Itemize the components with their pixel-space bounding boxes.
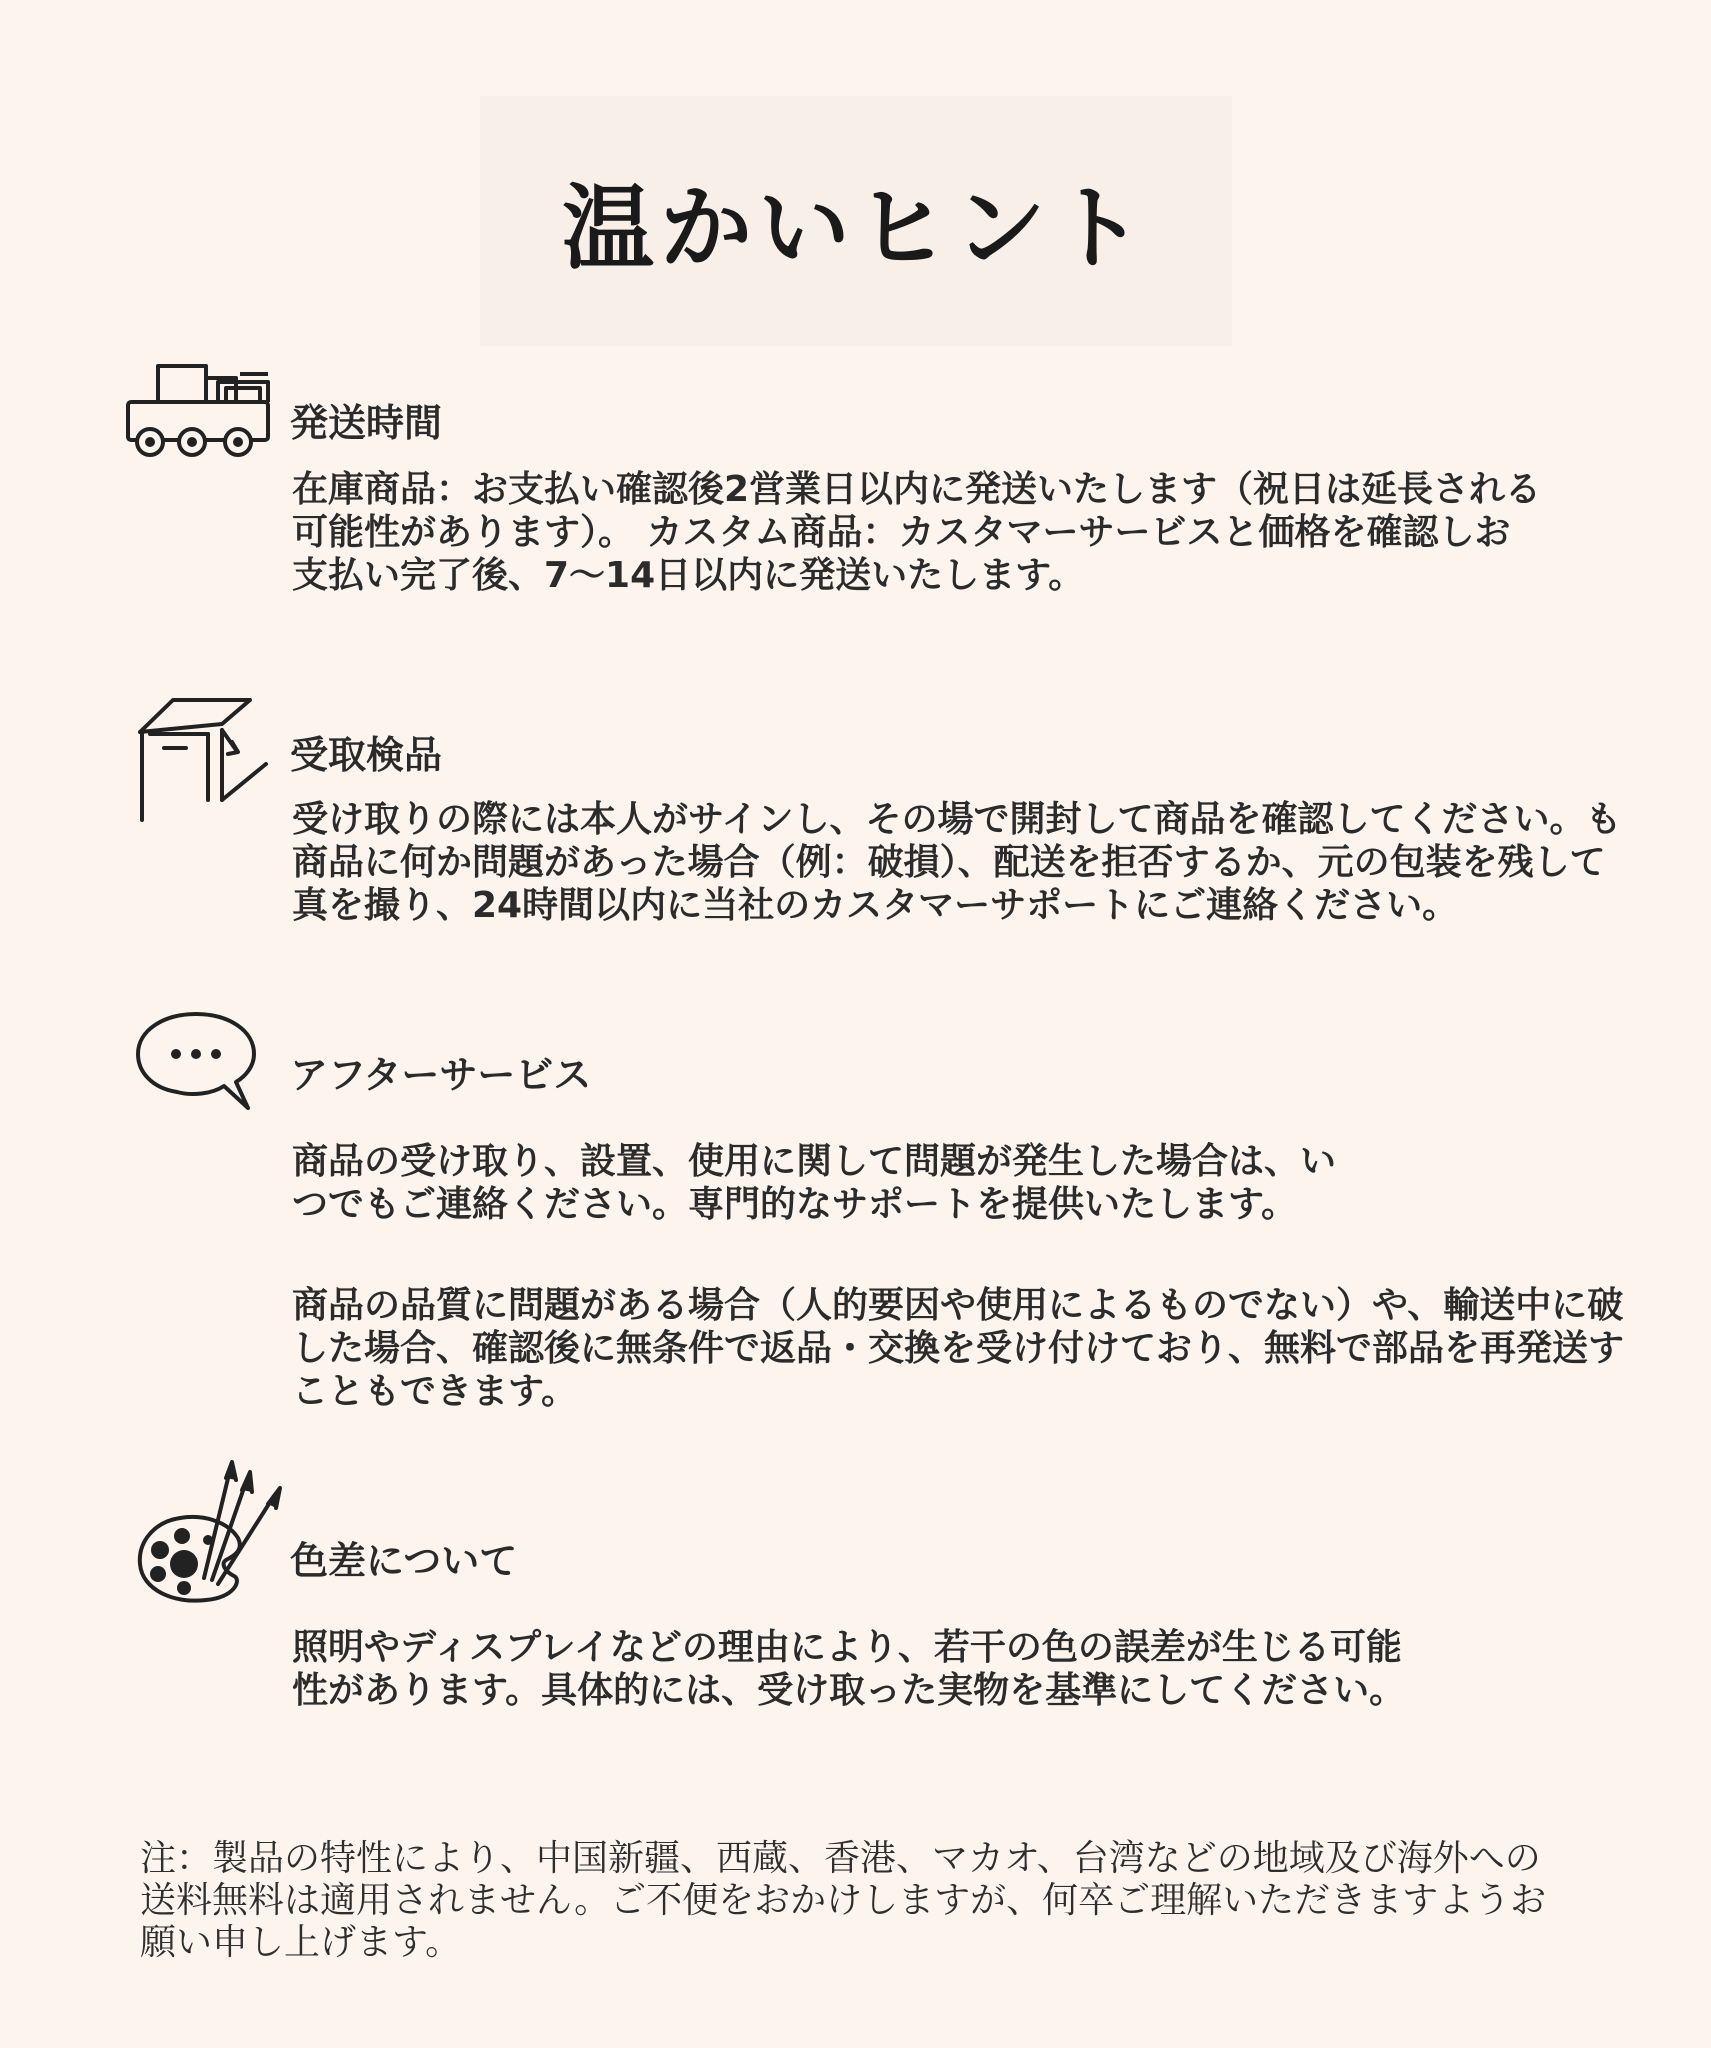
text-line: 受け取りの際には本人がサインし、その場で開封して商品を確認してください。も — [292, 799, 1622, 840]
speech-bubble-icon — [132, 1004, 267, 1124]
section-text-after-sales-2 — [292, 1284, 1624, 1413]
text-line: 支払い完了後、7〜14日以内に発送いたします。 — [292, 555, 1085, 596]
text-line: 願い申し上げます。 — [140, 1922, 462, 1963]
text-line: 商品に何か問題があった場合（例：破損）、配送を拒否するか、元の包装を残して — [292, 842, 1606, 883]
section-text-after-sales-1 — [292, 1140, 1336, 1226]
open-box-icon — [128, 690, 278, 830]
section-text-inspection — [292, 798, 1621, 927]
text-line: つでもご連絡ください。専門的なサポートを提供いたします。 — [292, 1184, 1298, 1225]
section-text-color — [292, 1626, 1405, 1712]
text-line: 可能性があります）。 カスタム商品：カスタマーサービスと価格を確認しお — [292, 512, 1511, 553]
text-line: 性があります。具体的には、受け取った実物を基準にしてください。 — [292, 1670, 1406, 1711]
text-line: 在庫商品：お支払い確認後2営業日以内に発送いたします（祝日は延長される — [292, 469, 1542, 510]
text-line: した場合、確認後に無条件で返品・交換を受け付けており、無料で部品を再発送す — [292, 1328, 1625, 1369]
text-line: 商品の受け取り、設置、使用に関して問題が発生した場合は、い — [292, 1141, 1337, 1182]
text-line: 真を撮り、24時間以内に当社のカスタマーサポートにご連絡ください。 — [292, 885, 1459, 926]
section-heading-after-sales: アフターサービス — [290, 1053, 592, 1097]
text-line: 商品の品質に問題がある場合（人的要因や使用によるものでない）や、輸送中に破 — [292, 1285, 1624, 1326]
text-line: 注：製品の特性により、中国新疆、西蔵、香港、マカオ、台湾などの地域及び海外への — [140, 1838, 1541, 1879]
section-heading-shipping: 発送時間 — [290, 401, 443, 445]
page-title: 温かいヒント — [561, 175, 1150, 282]
text-line: 照明やディスプレイなどの理由により、若干の色の誤差が生じる可能 — [292, 1627, 1402, 1668]
text-line: こともできます。 — [292, 1371, 578, 1412]
palette-icon — [134, 1460, 284, 1610]
footnote — [140, 1838, 1546, 1964]
section-heading-inspection: 受取検品 — [290, 733, 443, 777]
text-line: 送料無料は適用されません。ご不便をおかけしますが、何卒ご理解いただきますようお — [140, 1880, 1547, 1921]
truck-icon — [120, 352, 280, 472]
section-heading-color: 色差について — [290, 1539, 518, 1583]
title-banner — [480, 96, 1232, 346]
section-text-shipping — [292, 468, 1541, 597]
